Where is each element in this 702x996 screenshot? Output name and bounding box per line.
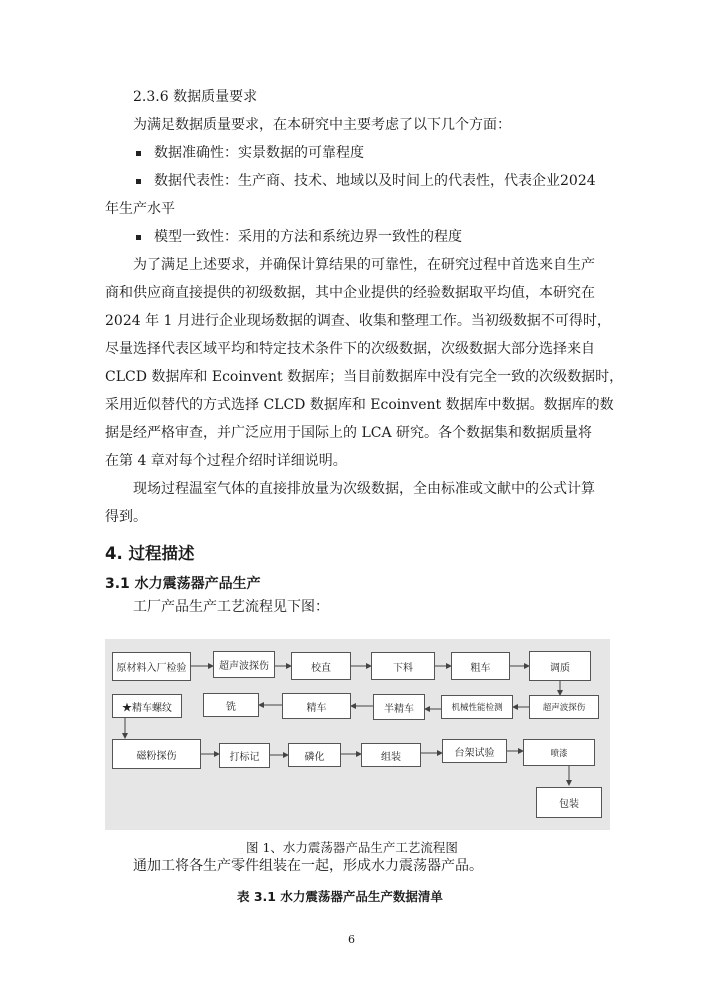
flow-step: 磁粉探伤 xyxy=(112,739,201,769)
flow-step: 磷化 xyxy=(288,743,341,767)
paragraph-line: CLCD 数据库和 Ecoinvent 数据库；当目前数据库中没有完全一致的次级数据时， xyxy=(105,369,624,385)
paragraph-line: 为了满足上述要求，并确保计算结果的可靠性，在研究过程中首选来自生产 xyxy=(133,257,595,273)
paragraph-line: 在第 4 章对每个过程介绍时详细说明。 xyxy=(105,453,347,469)
paragraph-line: 得到。 xyxy=(105,509,147,525)
flow-step: 台架试验 xyxy=(442,739,507,763)
flow-step: ★精车螺纹 xyxy=(112,694,182,718)
bullet-icon xyxy=(136,151,141,156)
bullet-accuracy: 数据准确性：实景数据的可靠程度 xyxy=(154,145,364,161)
table-title: 表 3.1 水力震荡器产品生产数据清单 xyxy=(237,889,443,904)
figure-caption: 图 1、水力震荡器产品生产工艺流程图 xyxy=(246,840,458,855)
heading-subsection: 3.1 水力震荡器产品生产 xyxy=(105,576,261,592)
section-title: 2.3.6 数据质量要求 xyxy=(133,89,258,105)
paragraph-line: 2024 年 1 月进行企业现场数据的调查、收集和整理工作。当初级数据不可得时， xyxy=(105,313,611,329)
paragraph-line: 据是经严格审查，并广泛应用于国际上的 LCA 研究。各个数据集和数据质量将 xyxy=(105,425,593,441)
flow-step: 打标记 xyxy=(219,743,270,768)
paragraph-line: 通加工将各生产零件组装在一起，形成水力震荡器产品。 xyxy=(133,858,483,874)
paragraph-line: 采用近似替代的方式选择 CLCD 数据库和 Ecoinvent 数据库中数据。数据库的数 xyxy=(105,397,614,413)
intro-text: 为满足数据质量要求，在本研究中主要考虑了以下几个方面： xyxy=(133,117,511,133)
flow-step: 调质 xyxy=(529,651,591,681)
bullet-icon xyxy=(136,235,141,240)
flow-step: 组装 xyxy=(361,743,421,767)
paragraph-line: 商和供应商直接提供的初级数据，其中企业提供的经验数据取平均值，本研究在 xyxy=(105,285,595,301)
flow-step: 原材料入厂检验 xyxy=(112,652,191,681)
flow-step: 超声波探伤 xyxy=(529,695,599,719)
bullet-consistency: 模型一致性：采用的方法和系统边界一致性的程度 xyxy=(154,229,462,245)
bullet-representativeness-cont: 年生产水平 xyxy=(105,201,175,217)
flow-intro-text: 工厂产品生产工艺流程见下图： xyxy=(133,599,329,615)
flow-step: 喷漆 xyxy=(523,739,595,766)
flow-step: 校直 xyxy=(291,652,351,680)
flow-step: 机械性能检测 xyxy=(441,695,513,719)
flow-step: 粗车 xyxy=(451,652,510,680)
flow-step: 超声波探伤 xyxy=(213,651,275,678)
bullet-representativeness: 数据代表性：生产商、技术、地域以及时间上的代表性，代表企业2024 xyxy=(154,173,596,189)
process-flow-diagram xyxy=(105,639,610,830)
flow-step: 下料 xyxy=(371,652,435,680)
flow-step: 铣 xyxy=(203,693,259,717)
bullet-icon xyxy=(136,179,141,184)
heading-process-description: 4. 过程描述 xyxy=(105,544,195,563)
paragraph-line: 尽量选择代表区域平均和特定技术条件下的次级数据，次级数据大部分选择来自 xyxy=(105,341,595,357)
flow-step: 精车 xyxy=(282,693,351,719)
flow-step: 包装 xyxy=(536,787,602,818)
page-number: 6 xyxy=(348,933,355,946)
flow-step: 半精车 xyxy=(373,694,425,720)
paragraph-line: 现场过程温室气体的直接排放量为次级数据，全由标准或文献中的公式计算 xyxy=(133,481,595,497)
